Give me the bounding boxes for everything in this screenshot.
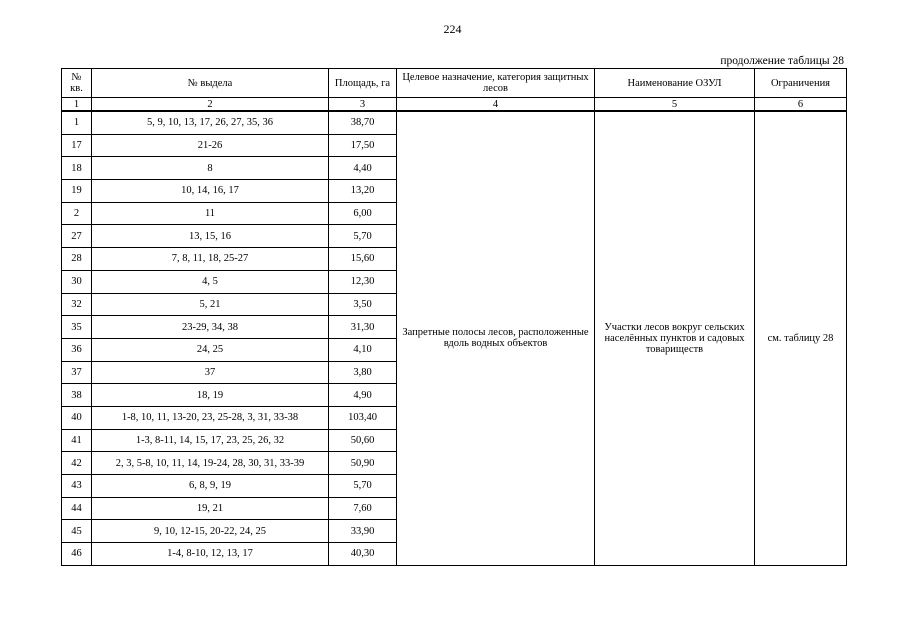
cell-kv: 38 <box>62 384 92 407</box>
cell-area: 3,50 <box>329 293 397 316</box>
cell-area: 15,60 <box>329 248 397 271</box>
cell-area: 5,70 <box>329 225 397 248</box>
cell-kv: 17 <box>62 134 92 157</box>
cell-vydel: 13, 15, 16 <box>92 225 329 248</box>
cell-vydel: 10, 14, 16, 17 <box>92 180 329 203</box>
cell-vydel: 9, 10, 12-15, 20-22, 24, 25 <box>92 520 329 543</box>
column-number: 6 <box>755 98 847 112</box>
cell-vydel: 2, 3, 5-8, 10, 11, 14, 19-24, 28, 30, 31, 33-39 <box>92 452 329 475</box>
cell-area: 103,40 <box>329 406 397 429</box>
cell-vydel: 1-4, 8-10, 12, 13, 17 <box>92 543 329 566</box>
cell-kv: 30 <box>62 270 92 293</box>
cell-kv: 42 <box>62 452 92 475</box>
cell-area: 33,90 <box>329 520 397 543</box>
cell-vydel: 6, 8, 9, 19 <box>92 475 329 498</box>
cell-kv: 43 <box>62 475 92 498</box>
cell-kv: 2 <box>62 202 92 225</box>
cell-purpose: Запретные полосы лесов, расположенные вдоль водных объектов <box>397 111 595 565</box>
cell-kv: 40 <box>62 406 92 429</box>
cell-kv: 19 <box>62 180 92 203</box>
cell-vydel: 18, 19 <box>92 384 329 407</box>
header-ozul: Наименование ОЗУЛ <box>595 69 755 98</box>
header-purpose: Целевое назначение, категория защитных лесов <box>397 69 595 98</box>
cell-vydel: 4, 5 <box>92 270 329 293</box>
header-row <box>62 69 847 98</box>
column-number: 3 <box>329 98 397 112</box>
cell-area: 4,10 <box>329 338 397 361</box>
cell-vydel: 1-8, 10, 11, 13-20, 23, 25-28, 3, 31, 33-38 <box>92 406 329 429</box>
cell-limits: см. таблицу 28 <box>755 111 847 565</box>
cell-area: 7,60 <box>329 497 397 520</box>
cell-area: 4,90 <box>329 384 397 407</box>
cell-kv: 35 <box>62 316 92 339</box>
cell-vydel: 23-29, 34, 38 <box>92 316 329 339</box>
column-number-row <box>62 98 847 112</box>
cell-area: 31,30 <box>329 316 397 339</box>
cell-area: 3,80 <box>329 361 397 384</box>
header-area: Площадь, га <box>329 69 397 98</box>
cell-kv: 36 <box>62 338 92 361</box>
cell-vydel: 37 <box>92 361 329 384</box>
cell-kv: 37 <box>62 361 92 384</box>
cell-ozul: Участки лесов вокруг сельских населённых пунктов и садовых товариществ <box>595 111 755 565</box>
cell-area: 13,20 <box>329 180 397 203</box>
cell-vydel: 5, 21 <box>92 293 329 316</box>
cell-vydel: 7, 8, 11, 18, 25-27 <box>92 248 329 271</box>
header-vydel: № выдела <box>92 69 329 98</box>
cell-area: 4,40 <box>329 157 397 180</box>
cell-vydel: 24, 25 <box>92 338 329 361</box>
cell-area: 50,90 <box>329 452 397 475</box>
cell-kv: 41 <box>62 429 92 452</box>
cell-kv: 32 <box>62 293 92 316</box>
cell-area: 6,00 <box>329 202 397 225</box>
cell-kv: 44 <box>62 497 92 520</box>
cell-vydel: 8 <box>92 157 329 180</box>
cell-area: 38,70 <box>329 111 397 134</box>
cell-area: 17,50 <box>329 134 397 157</box>
cell-vydel: 21-26 <box>92 134 329 157</box>
forest-table <box>61 68 847 566</box>
cell-vydel: 1-3, 8-11, 14, 15, 17, 23, 25, 26, 32 <box>92 429 329 452</box>
cell-kv: 46 <box>62 543 92 566</box>
cell-vydel: 5, 9, 10, 13, 17, 26, 27, 35, 36 <box>92 111 329 134</box>
table-row <box>62 111 847 134</box>
continuation-label: продолжение таблицы 28 <box>720 55 844 67</box>
cell-area: 40,30 <box>329 543 397 566</box>
column-number: 2 <box>92 98 329 112</box>
cell-vydel: 19, 21 <box>92 497 329 520</box>
header-limits: Ограничения <box>755 69 847 98</box>
cell-vydel: 11 <box>92 202 329 225</box>
cell-kv: 18 <box>62 157 92 180</box>
column-number: 1 <box>62 98 92 112</box>
cell-kv: 28 <box>62 248 92 271</box>
cell-kv: 45 <box>62 520 92 543</box>
header-kv: № кв. <box>62 69 92 98</box>
cell-kv: 1 <box>62 111 92 134</box>
cell-area: 12,30 <box>329 270 397 293</box>
cell-area: 50,60 <box>329 429 397 452</box>
column-number: 4 <box>397 98 595 112</box>
cell-kv: 27 <box>62 225 92 248</box>
cell-area: 5,70 <box>329 475 397 498</box>
column-number: 5 <box>595 98 755 112</box>
page-number: 224 <box>443 22 462 36</box>
